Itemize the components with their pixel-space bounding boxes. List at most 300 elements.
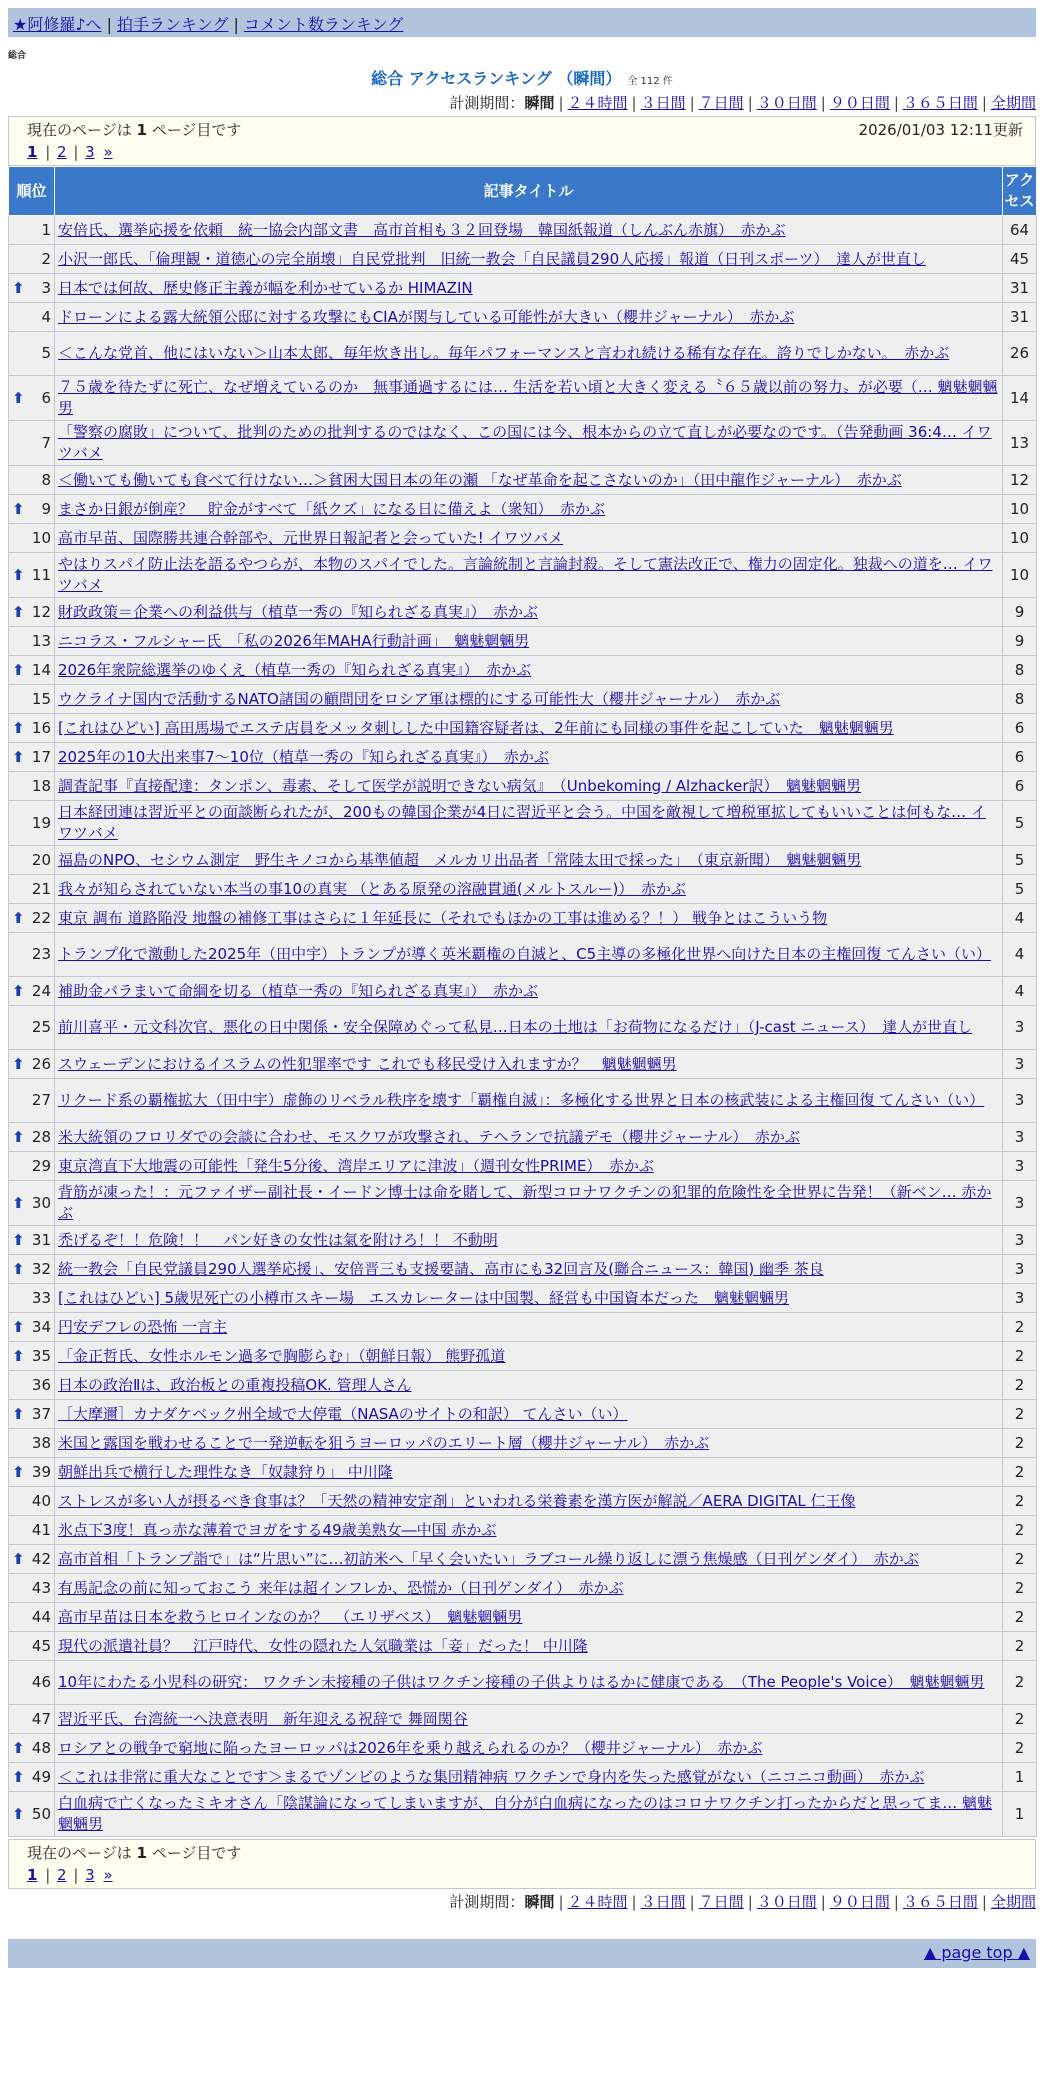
article-link[interactable]: リクード系の覇権拡大（田中宇）虚飾のリベラル秩序を壊す「覇権自滅」：多極化する世界と日本の核武装による主権回復 てんさい（い） [58, 1091, 985, 1109]
access-cell: 2 [1003, 1313, 1037, 1342]
rank-cell [9, 1226, 55, 1255]
access-cell: 3 [1003, 1152, 1037, 1181]
rank-cell [9, 216, 55, 245]
rank-cell [9, 904, 55, 933]
table-row [9, 598, 1037, 627]
rank-number: 40 [31, 1491, 51, 1510]
page-top-link[interactable]: ▲ page top ▲ [923, 1943, 1030, 1962]
rank-number: 44 [31, 1607, 51, 1626]
article-link[interactable]: ［大摩邇］カナダケベック州全域で大停電（NASAのサイトの和訳） てんさい（い） [58, 1404, 628, 1423]
period-current: 瞬間 [524, 1893, 555, 1911]
rank-number: 21 [31, 879, 51, 898]
title-cell [55, 1763, 1003, 1792]
article-link[interactable]: 氷点下3度！真っ赤な薄着でヨガをする49歳美熟女―中国 赤かぶ [58, 1520, 497, 1539]
updated-timestamp: 2026/01/03 12:11更新 [858, 121, 1023, 139]
pager-current[interactable]: 1 [27, 143, 38, 161]
article-link[interactable]: 有馬記念の前に知っておこう 来年は超インフレか、恐慌か（日刊ゲンダイ） 赤かぶ [58, 1578, 624, 1597]
access-cell: 2 [1003, 1545, 1037, 1574]
title-cell [55, 524, 1003, 553]
pager-page-link[interactable]: 2 [57, 143, 67, 161]
article-link[interactable]: やはりスパイ防止法を語るやつらが、本物のスパイでした。言論統制と言論封殺。そして憲法改正で、権力の固定化。独裁への道を… イワツバメ [58, 555, 993, 594]
rank-number: 43 [31, 1578, 51, 1597]
rank-cell [9, 1632, 55, 1661]
rank-cell [9, 933, 55, 977]
access-cell: 2 [1003, 1705, 1037, 1734]
rank-number: 25 [31, 1018, 51, 1036]
article-link[interactable]: 朝鮮出兵で横行した理性なき「奴隷狩り」 中川隆 [58, 1462, 393, 1481]
article-link[interactable]: 統一教会「自民党議員290人選挙応援」、安倍晋三も支援要請、高市にも32回言及(聯合ニュース：韓国) 幽季 茶良 [58, 1259, 824, 1278]
rank-up-icon: ⬆ [12, 565, 25, 584]
rank-cell [9, 1734, 55, 1763]
rank-cell [9, 743, 55, 772]
pager-page-link[interactable]: 3 [85, 1866, 95, 1884]
title-cell [55, 376, 1003, 421]
table-row [9, 303, 1037, 332]
access-cell: 3 [1003, 1050, 1037, 1079]
table-row [9, 1458, 1037, 1487]
title-cell [55, 933, 1003, 977]
title-cell [55, 1181, 1003, 1226]
table-row [9, 1313, 1037, 1342]
article-link[interactable]: 日本では何故、歴史修正主義が幅を利かせているか HIMAZIN [58, 278, 473, 297]
table-row [9, 1006, 1037, 1050]
table-row [9, 977, 1037, 1006]
rank-cell [9, 1574, 55, 1603]
page-title [0, 68, 1044, 90]
rank-number: 45 [31, 1636, 51, 1655]
rank-number: 34 [31, 1317, 51, 1336]
rank-cell [9, 274, 55, 303]
access-cell: 3 [1003, 1006, 1037, 1050]
page-info-line [27, 119, 1023, 141]
rank-up-icon: ⬆ [12, 388, 25, 407]
rank-cell [9, 627, 55, 656]
access-cell: 31 [1003, 274, 1037, 303]
article-link[interactable]: ＜こんな党首、他にはいない＞山本太郎、毎年炊き出し。毎年パフォーマンスと言われ続ける稀有な存在。誇りでしかない。 赤かぶ [58, 344, 950, 362]
rank-up-icon: ⬆ [12, 1317, 25, 1336]
rank-up-icon: ⬆ [12, 1549, 25, 1568]
page-number: 1 [136, 1844, 147, 1862]
period-divider: | [820, 1893, 826, 1911]
article-link[interactable]: 現代の派遣社員？ 江戸時代、女性の隠れた人気職業は「妾」だった！ 中川隆 [58, 1636, 588, 1655]
article-link[interactable]: ドローンによる露大統領公邸に対する攻撃にもCIAが関与している可能性が大きい（櫻井ジャーナル） 赤かぶ [58, 307, 795, 326]
rank-up-icon: ⬆ [12, 499, 25, 518]
period-option[interactable]: 全期間 [990, 94, 1036, 112]
article-link[interactable]: 財政政策＝企業への利益供与（植草一秀の『知られざる真実』） 赤かぶ [58, 602, 539, 621]
article-link[interactable]: 10年にわたる小児科の研究： ワクチン未接種の子供はワクチン接種の子供よりはるかに健康である （The People's Voice） 魑魅魍魎男 [58, 1673, 985, 1691]
rank-number: 48 [31, 1738, 51, 1757]
article-link[interactable]: [これはひどい] 高田馬場でエステ店員をメッタ刺しした中国籍容疑者は、2年前にも同様の事件を起こしていた 魑魅魍魎男 [58, 718, 894, 737]
rank-cell [9, 553, 55, 598]
rank-number: 18 [31, 776, 51, 795]
rank-number: 36 [31, 1375, 51, 1394]
table-row [9, 1050, 1037, 1079]
title-cell [55, 1255, 1003, 1284]
rank-up-icon: ⬆ [12, 718, 25, 737]
title-cell [55, 466, 1003, 495]
rank-cell [9, 524, 55, 553]
article-link[interactable]: 補助金バラまいて命綱を切る（植草一秀の『知られざる真実』） 赤かぶ [58, 981, 539, 1000]
title-cell [55, 553, 1003, 598]
rank-number: 47 [31, 1709, 51, 1728]
rank-number: 41 [31, 1520, 51, 1539]
access-cell: 10 [1003, 524, 1037, 553]
rank-number: 39 [31, 1462, 51, 1481]
category-label: 総合 [8, 51, 27, 61]
access-cell: 2 [1003, 1458, 1037, 1487]
title-cell [55, 1123, 1003, 1152]
clap-ranking-link[interactable]: 拍手ランキング [116, 15, 229, 34]
pager [27, 141, 1023, 163]
table-header [9, 167, 1037, 216]
rank-up-icon: ⬆ [12, 1259, 25, 1278]
period-option[interactable]: ３０日間 [756, 1893, 817, 1911]
rank-cell [9, 1792, 55, 1837]
table-row [9, 1123, 1037, 1152]
article-link[interactable]: 小沢一郎氏、「倫理観・道徳心の完全崩壊」自民党批判 旧統一教会「自民議員290人応援」報道（日刊スポーツ） 達人が世直し [58, 249, 927, 268]
title-cell [55, 598, 1003, 627]
page-suffix: ページ目です [151, 121, 242, 139]
title-cell [55, 627, 1003, 656]
access-cell: 12 [1003, 466, 1037, 495]
rank-cell [9, 245, 55, 274]
table-row [9, 1632, 1037, 1661]
period-divider: | [689, 1893, 695, 1911]
table-row [9, 1371, 1037, 1400]
rank-number: 33 [31, 1288, 51, 1307]
table-row [9, 1545, 1037, 1574]
current-page-text [27, 119, 241, 141]
table-row [9, 1574, 1037, 1603]
title-cell [55, 977, 1003, 1006]
article-link[interactable]: 高市早苗、国際勝共連合幹部や、元世界日報記者と会っていた! イワツバメ [58, 528, 564, 547]
table-row [9, 1284, 1037, 1313]
table-row [9, 933, 1037, 977]
title-cell [55, 685, 1003, 714]
home-link[interactable]: ★阿修羅♪へ [13, 15, 102, 34]
pager-current[interactable]: 1 [27, 1866, 38, 1884]
rank-number: 28 [31, 1127, 51, 1146]
rank-cell [9, 1284, 55, 1313]
rank-cell [9, 332, 55, 376]
article-link[interactable]: 米国と露国を戦わせることで一発逆転を狙うヨーロッパのエリート層（櫻井ジャーナル） 赤かぶ [58, 1433, 710, 1452]
rank-number: 14 [31, 660, 51, 679]
period-divider: | [689, 94, 695, 112]
access-cell: 3 [1003, 1181, 1037, 1226]
period-option[interactable]: ９０日間 [829, 1893, 890, 1911]
article-link[interactable]: 背筋が凍った！：元ファイザー副社長・イードン博士は命を賭して、新型コロナワクチンの犯罪的危険性を全世界に告発！（新ベン… 赤かぶ [58, 1183, 992, 1222]
rank-number: 27 [31, 1091, 51, 1109]
article-link[interactable]: ＜働いても働いても食べて行けない…＞貧困大国日本の年の瀬 「なぜ革命を起こさないのか」（田中龍作ジャーナル） 赤かぶ [58, 470, 902, 489]
period-label: 計測期間： [449, 1893, 525, 1911]
access-cell: 4 [1003, 933, 1037, 977]
pager-page-link[interactable]: 3 [85, 143, 95, 161]
period-option[interactable]: ３６５日間 [902, 94, 978, 112]
table-row [9, 376, 1037, 421]
article-link[interactable]: 東京 調布 道路陥没 地盤の補修工事はさらに１年延長に（それでもほかの工事は進める？！） 戦争とはこういう物 [58, 908, 828, 927]
rank-cell [9, 977, 55, 1006]
access-cell: 2 [1003, 1371, 1037, 1400]
rank-up-icon: ⬆ [12, 1230, 25, 1249]
period-divider: | [981, 94, 987, 112]
rank-up-icon: ⬆ [12, 1738, 25, 1757]
period-option[interactable]: ２４時間 [567, 1893, 628, 1911]
title-cell [55, 1603, 1003, 1632]
article-link[interactable]: 禿げるぞ！！危険！！ パン好きの女性は氣を附けろ！！ 不動明 [58, 1230, 498, 1249]
article-link[interactable]: 習近平氏、台湾統一へ決意表明 新年迎える祝辞で 舞岡関谷 [58, 1709, 468, 1728]
access-cell: 4 [1003, 904, 1037, 933]
period-option[interactable]: ３６５日間 [902, 1893, 978, 1911]
period-option[interactable]: ３日間 [640, 94, 686, 112]
pager-page-link[interactable]: 2 [57, 1866, 67, 1884]
table-row [9, 801, 1037, 846]
title-cell [55, 495, 1003, 524]
table-row [9, 1429, 1037, 1458]
title-cell [55, 303, 1003, 332]
title-cell [55, 1313, 1003, 1342]
article-link[interactable]: スウェーデンにおけるイスラムの性犯罪率です これでも移民受け入れますか？ 魑魅魍魎男 [58, 1054, 677, 1073]
access-cell: 6 [1003, 743, 1037, 772]
article-link[interactable]: 「金正哲氏、女性ホルモン過多で胸膨らむ」（朝鮮日報） 熊野孤道 [58, 1346, 506, 1365]
article-link[interactable]: 米大統領のフロリダでの会談に合わせ、モスクワが攻撃され、テヘランで抗議デモ（櫻井ジャーナル） 赤かぶ [58, 1127, 800, 1146]
table-row [9, 1734, 1037, 1763]
rank-cell [9, 1516, 55, 1545]
title-cell [55, 1079, 1003, 1123]
table-row [9, 421, 1037, 466]
comment-ranking-link[interactable]: コメント数ランキング [243, 15, 404, 34]
rank-cell [9, 1313, 55, 1342]
table-row [9, 1255, 1037, 1284]
title-cell [55, 421, 1003, 466]
table-row [9, 1152, 1037, 1181]
rank-cell [9, 495, 55, 524]
title-cell [55, 1632, 1003, 1661]
table-row [9, 216, 1037, 245]
rank-cell [9, 1763, 55, 1792]
table-row [9, 553, 1037, 598]
rank-cell [9, 1050, 55, 1079]
rank-number: 2 [41, 249, 51, 268]
rank-cell [9, 1079, 55, 1123]
rank-number: 24 [31, 981, 51, 1000]
access-cell: 3 [1003, 1226, 1037, 1255]
period-option[interactable]: ７日間 [698, 94, 744, 112]
period-option[interactable]: ９０日間 [829, 94, 890, 112]
article-link[interactable]: ロシアとの戦争で窮地に陥ったヨーロッパは2026年を乗り越えられるのか？（櫻井ジャーナル） 赤かぶ [58, 1738, 763, 1757]
article-link[interactable]: 安倍氏、選挙応援を依頼 統一協会内部文書 高市首相も３２回登場 韓国紙報道（しんぶん赤旗） 赤かぶ [58, 220, 786, 239]
table-row [9, 1763, 1037, 1792]
rank-number: 46 [31, 1673, 51, 1691]
period-option[interactable]: ７日間 [698, 1893, 744, 1911]
access-cell: 10 [1003, 553, 1037, 598]
article-link[interactable]: 東京湾直下大地震の可能性「発生5分後、湾岸エリアに津波」（週刊女性PRIME） 赤かぶ [58, 1156, 654, 1175]
period-divider: | [893, 1893, 899, 1911]
title-cell [55, 1661, 1003, 1705]
title-cell [55, 714, 1003, 743]
table-row [9, 1226, 1037, 1255]
title-cell [55, 1487, 1003, 1516]
article-link[interactable]: 高市早苗は日本を救うヒロインなのか？ （エリザベス） 魑魅魍魎男 [58, 1607, 523, 1626]
period-divider: | [820, 94, 826, 112]
title-cell [55, 1226, 1003, 1255]
rank-up-icon: ⬆ [12, 1804, 25, 1823]
article-link[interactable]: ウクライナ国内で活動するNATO諸国の顧問団をロシア軍は標的にする可能性大（櫻井ジャーナル） 赤かぶ [58, 689, 781, 708]
access-cell: 1 [1003, 1792, 1037, 1837]
table-row [9, 743, 1037, 772]
table-row [9, 1079, 1037, 1123]
rank-number: 30 [31, 1193, 51, 1212]
title-cell [55, 1006, 1003, 1050]
access-cell: 9 [1003, 598, 1037, 627]
article-link[interactable]: 2025年の10大出来事7～10位（植草一秀の『知られざる真実』） 赤かぶ [58, 747, 549, 766]
rank-number: 23 [31, 945, 51, 963]
title-cell [55, 875, 1003, 904]
access-cell: 5 [1003, 846, 1037, 875]
rank-number: 10 [31, 528, 51, 547]
title-cell [55, 1458, 1003, 1487]
article-link[interactable]: ＜これは非常に重大なことです＞まるでゾンビのような集団精神病 ワクチンで身内を失った感覚がない（ニコニコ動画） 赤かぶ [58, 1767, 925, 1786]
period-divider: | [631, 94, 637, 112]
rank-cell [9, 801, 55, 846]
period-option[interactable]: ２４時間 [567, 94, 628, 112]
access-cell: 3 [1003, 1079, 1037, 1123]
table-row [9, 875, 1037, 904]
table-row [9, 1792, 1037, 1837]
period-option[interactable]: ３０日間 [756, 94, 817, 112]
period-option[interactable]: ３日間 [640, 1893, 686, 1911]
title-cell [55, 1734, 1003, 1763]
title-cell [55, 1284, 1003, 1313]
rank-up-icon: ⬆ [12, 908, 25, 927]
table-row [9, 627, 1037, 656]
rank-cell [9, 1458, 55, 1487]
pager-divider: | [40, 143, 56, 161]
rank-cell [9, 1661, 55, 1705]
table-row [9, 656, 1037, 685]
rank-number: 6 [41, 388, 51, 407]
table-row [9, 1705, 1037, 1734]
access-cell: 2 [1003, 1429, 1037, 1458]
article-link[interactable]: 白血病で亡くなったミキオさん「陰謀論になってしまいますが、自分が白血病になったのはコロナワクチン打ったからだと思ってま… 魑魅魍魎男 [58, 1794, 993, 1833]
access-cell: 1 [1003, 1763, 1037, 1792]
page-prefix: 現在のページは [27, 121, 132, 139]
title-cell [55, 904, 1003, 933]
title-cell [55, 1792, 1003, 1837]
pager-next-link[interactable]: » [103, 1866, 113, 1884]
rank-number: 35 [31, 1346, 51, 1365]
title-cell [55, 245, 1003, 274]
rank-up-icon: ⬆ [12, 747, 25, 766]
article-link[interactable]: 我々が知らされていない本当の事10の真実 （とある原発の溶融貫通(メルトスルー)） 赤かぶ [58, 879, 686, 898]
article-link[interactable]: 調査記事『直接配達：タンポン、毒素、そして医学が説明できない病気』 （Unbekoming / Alzhacker訳） 魑魅魍魎男 [58, 776, 862, 795]
rank-header: 順位 [9, 167, 55, 216]
article-link[interactable]: 日本経団連は習近平との面談断られたが、200もの韓国企業が4日に習近平と会う。中国を敵視して増税軍拡してもいいことは何もな… イワツバメ [58, 803, 986, 842]
access-cell: 8 [1003, 685, 1037, 714]
article-link[interactable]: 「警察の腐敗」について、批判のための批判するのではなく、この国には今、根本からの立て直しが必要なのです。（告発動画 36:4… イワツバメ [58, 423, 992, 462]
period-option[interactable]: 全期間 [990, 1893, 1036, 1911]
rank-cell [9, 303, 55, 332]
table-row [9, 274, 1037, 303]
period-divider: | [981, 1893, 987, 1911]
title-cell [55, 1429, 1003, 1458]
title-cell [55, 656, 1003, 685]
article-link[interactable]: 2026年衆院総選挙のゆくえ（植草一秀の『知られざる真実』） 赤かぶ [58, 660, 532, 679]
title-cell [55, 216, 1003, 245]
total-count: 全 112 件 [627, 76, 673, 87]
rank-number: 3 [41, 278, 51, 297]
rank-up-icon: ⬆ [12, 1767, 25, 1786]
rank-number: 15 [31, 689, 51, 708]
article-link[interactable]: 福島のNPO、セシウム測定 野生キノコから基準値超 メルカリ出品者「常陸太田で採った」 （東京新聞） 魑魅魍魎男 [58, 850, 862, 869]
rank-number: 9 [41, 499, 51, 518]
table-row [9, 846, 1037, 875]
table-row [9, 1661, 1037, 1705]
rank-number: 20 [31, 850, 51, 869]
access-cell: 3 [1003, 1123, 1037, 1152]
access-cell: 14 [1003, 376, 1037, 421]
title-cell [55, 846, 1003, 875]
rank-cell [9, 656, 55, 685]
rank-up-icon: ⬆ [12, 278, 25, 297]
access-cell: 3 [1003, 1255, 1037, 1284]
rank-number: 1 [41, 220, 51, 239]
article-link[interactable]: 円安デフレの恐怖 一言主 [58, 1317, 228, 1336]
article-link[interactable]: 前川喜平・元文科次官、悪化の日中関係・安全保障めぐって私見…日本の土地は「お荷物になるだけ」（J-cast ニュース） 達人が世直し [58, 1018, 973, 1036]
article-link[interactable]: [これはひどい] 5歳児死亡の小樽市スキー場 エスカレーターは中国製、経営も中国資本だった 魑魅魍魎男 [58, 1288, 790, 1307]
table-row [9, 1181, 1037, 1226]
access-cell: 2 [1003, 1487, 1037, 1516]
title-header: 記事タイトル [55, 167, 1003, 216]
page-prefix: 現在のページは [27, 1844, 132, 1862]
period-current: 瞬間 [524, 94, 555, 112]
table-row [9, 1400, 1037, 1429]
rank-cell [9, 1545, 55, 1574]
access-cell: 2 [1003, 1632, 1037, 1661]
title-cell [55, 1371, 1003, 1400]
access-cell: 4 [1003, 977, 1037, 1006]
rank-cell [9, 1371, 55, 1400]
article-link[interactable]: ニコラス・フルシャー氏 「私の2026年MAHA行動計画」 魑魅魍魎男 [58, 631, 530, 650]
access-cell: 2 [1003, 1603, 1037, 1632]
access-cell: 3 [1003, 1284, 1037, 1313]
rank-cell [9, 1181, 55, 1226]
pager-divider: | [68, 143, 84, 161]
access-cell: 26 [1003, 332, 1037, 376]
access-cell: 2 [1003, 1400, 1037, 1429]
pager-divider: | [40, 1866, 56, 1884]
article-link[interactable]: ストレスが多い人が摂るべき食事は？「天然の精神安定剤」といわれる栄養素を漢方医が解説／AERA DIGITAL 仁王像 [58, 1491, 856, 1510]
current-page-text [27, 1842, 241, 1864]
article-link[interactable]: まさか日銀が倒産？ 貯金がすべて「紙クズ」になる日に備えよ（衆知） 赤かぶ [58, 499, 606, 518]
article-link[interactable]: 高市首相「トランプ詣で」は“片思い”に…初訪米へ「早く会いたい」ラブコール繰り返しに漂う焦燥感（日刊ゲンダイ） 赤かぶ [58, 1549, 919, 1568]
access-cell: 2 [1003, 1574, 1037, 1603]
rank-up-icon: ⬆ [12, 1404, 25, 1423]
title-cell [55, 1574, 1003, 1603]
title-cell [55, 1152, 1003, 1181]
pager-next-link[interactable]: » [103, 143, 113, 161]
rank-up-icon: ⬆ [12, 602, 25, 621]
table-row [9, 466, 1037, 495]
article-link[interactable]: 日本の政治Ⅱは、政治板との重複投稿OK. 管理人さん [58, 1375, 412, 1394]
rank-cell [9, 1006, 55, 1050]
article-link[interactable]: ７５歳を待たずに死亡、なぜ増えているのか 無事通過するには… 生活を若い頃と大きく変える〝６５歳以前の努力〟が必要（… 魑魅魍魎男 [58, 378, 998, 417]
title-cell [55, 743, 1003, 772]
rank-cell [9, 714, 55, 743]
access-cell: 45 [1003, 245, 1037, 274]
rank-up-icon: ⬆ [12, 1127, 25, 1146]
table-row [9, 332, 1037, 376]
article-link[interactable]: トランプ化で激動した2025年（田中宇）トランプが導く英米覇権の自滅と、C5主導の多極化世界へ向けた日本の主権回復 てんさい（い） [58, 945, 991, 963]
